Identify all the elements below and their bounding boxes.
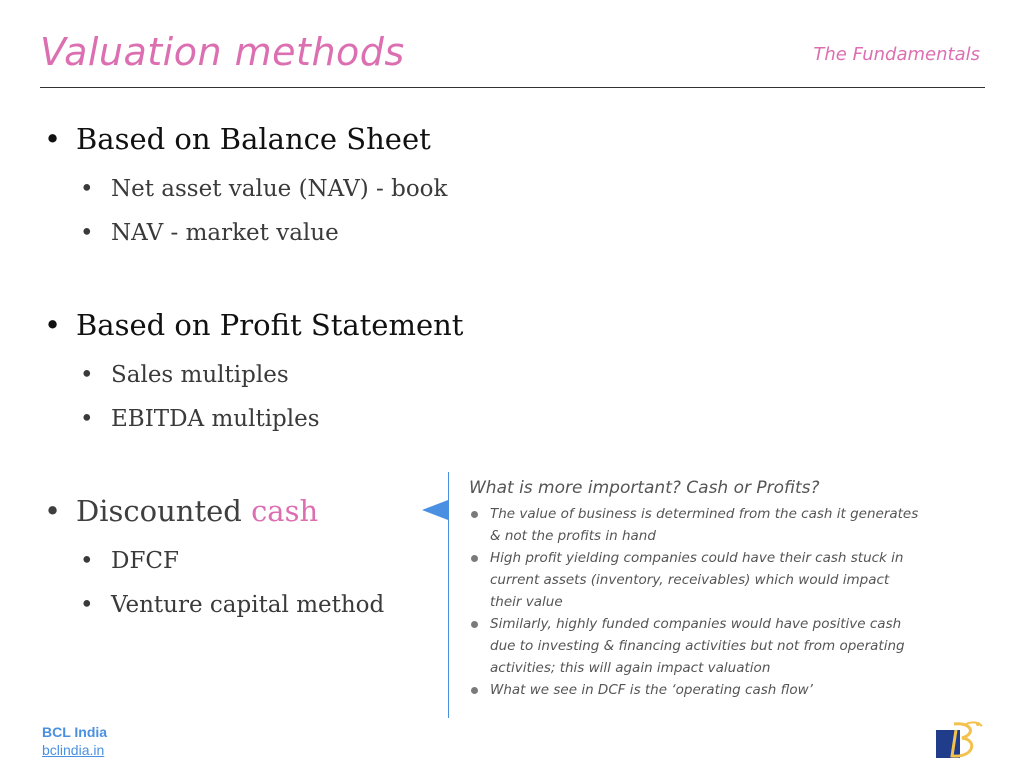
list-item — [80, 176, 447, 202]
bullet-dot: • — [80, 362, 94, 388]
bullet-dot — [471, 687, 478, 694]
callout-point-text: The value of business is determined from the cash it generates & not the profits in hand — [490, 506, 919, 544]
section-heading: Discounted — [76, 494, 252, 528]
bullet-dot — [471, 555, 478, 562]
list-item — [80, 406, 320, 432]
bullet-dot: • — [80, 592, 94, 618]
bullet-dot: • — [44, 122, 62, 156]
section-heading: Based on Profit Statement — [76, 308, 464, 342]
list-item — [80, 548, 179, 574]
callout-point — [469, 613, 919, 679]
list-item — [80, 592, 384, 618]
footer-link[interactable]: bclindia.in — [42, 742, 105, 758]
bullet-dot: • — [80, 406, 94, 432]
title-divider — [40, 87, 985, 88]
slide-title: Valuation methods — [40, 30, 405, 74]
section-balance-sheet — [44, 122, 431, 156]
slide-subtitle: The Fundamentals — [813, 44, 980, 65]
footer-org: BCL India — [42, 724, 108, 740]
callout-point — [469, 547, 919, 613]
list-item-label: Sales multiples — [111, 362, 289, 388]
list-item-label: EBITDA multiples — [111, 406, 320, 432]
list-item-label: Venture capital method — [111, 592, 385, 618]
section-heading: Based on Balance Sheet — [76, 122, 431, 156]
callout-point — [469, 503, 919, 547]
list-item-label: DFCF — [111, 548, 179, 574]
bullet-dot: • — [80, 220, 94, 246]
list-item — [80, 362, 289, 388]
list-item-label: NAV - market value — [111, 220, 339, 246]
callout-point-text: High profit yielding companies could have their cash stuck in current assets (inventory, receivables) which would impact their value — [490, 550, 904, 610]
bullet-dot: • — [44, 308, 62, 342]
list-item — [80, 220, 339, 246]
bullet-dot: • — [44, 494, 62, 528]
callout-list — [469, 503, 919, 701]
bullet-dot: • — [80, 176, 94, 202]
bullet-dot — [471, 621, 478, 628]
callout-point-text: What we see in DCF is the ‘operating cash flow’ — [490, 682, 813, 698]
callout-point — [469, 679, 919, 701]
callout-arrow-icon — [422, 500, 448, 520]
section-heading-highlight: cash — [251, 494, 319, 528]
callout-point-text: Similarly, highly funded companies would have positive cash due to investing & financing activities but not from operating activities; this will again impact valuation — [490, 616, 905, 676]
callout-question: What is more important? Cash or Profits? — [469, 478, 820, 498]
bcl-logo-icon — [932, 720, 984, 760]
list-item-label: Net asset value (NAV) - book — [111, 176, 448, 202]
bullet-dot: • — [80, 548, 94, 574]
callout-box — [469, 478, 919, 701]
bullet-dot — [471, 511, 478, 518]
section-profit-statement — [44, 308, 463, 342]
section-discounted-cash — [44, 494, 318, 528]
callout-divider — [448, 472, 449, 718]
